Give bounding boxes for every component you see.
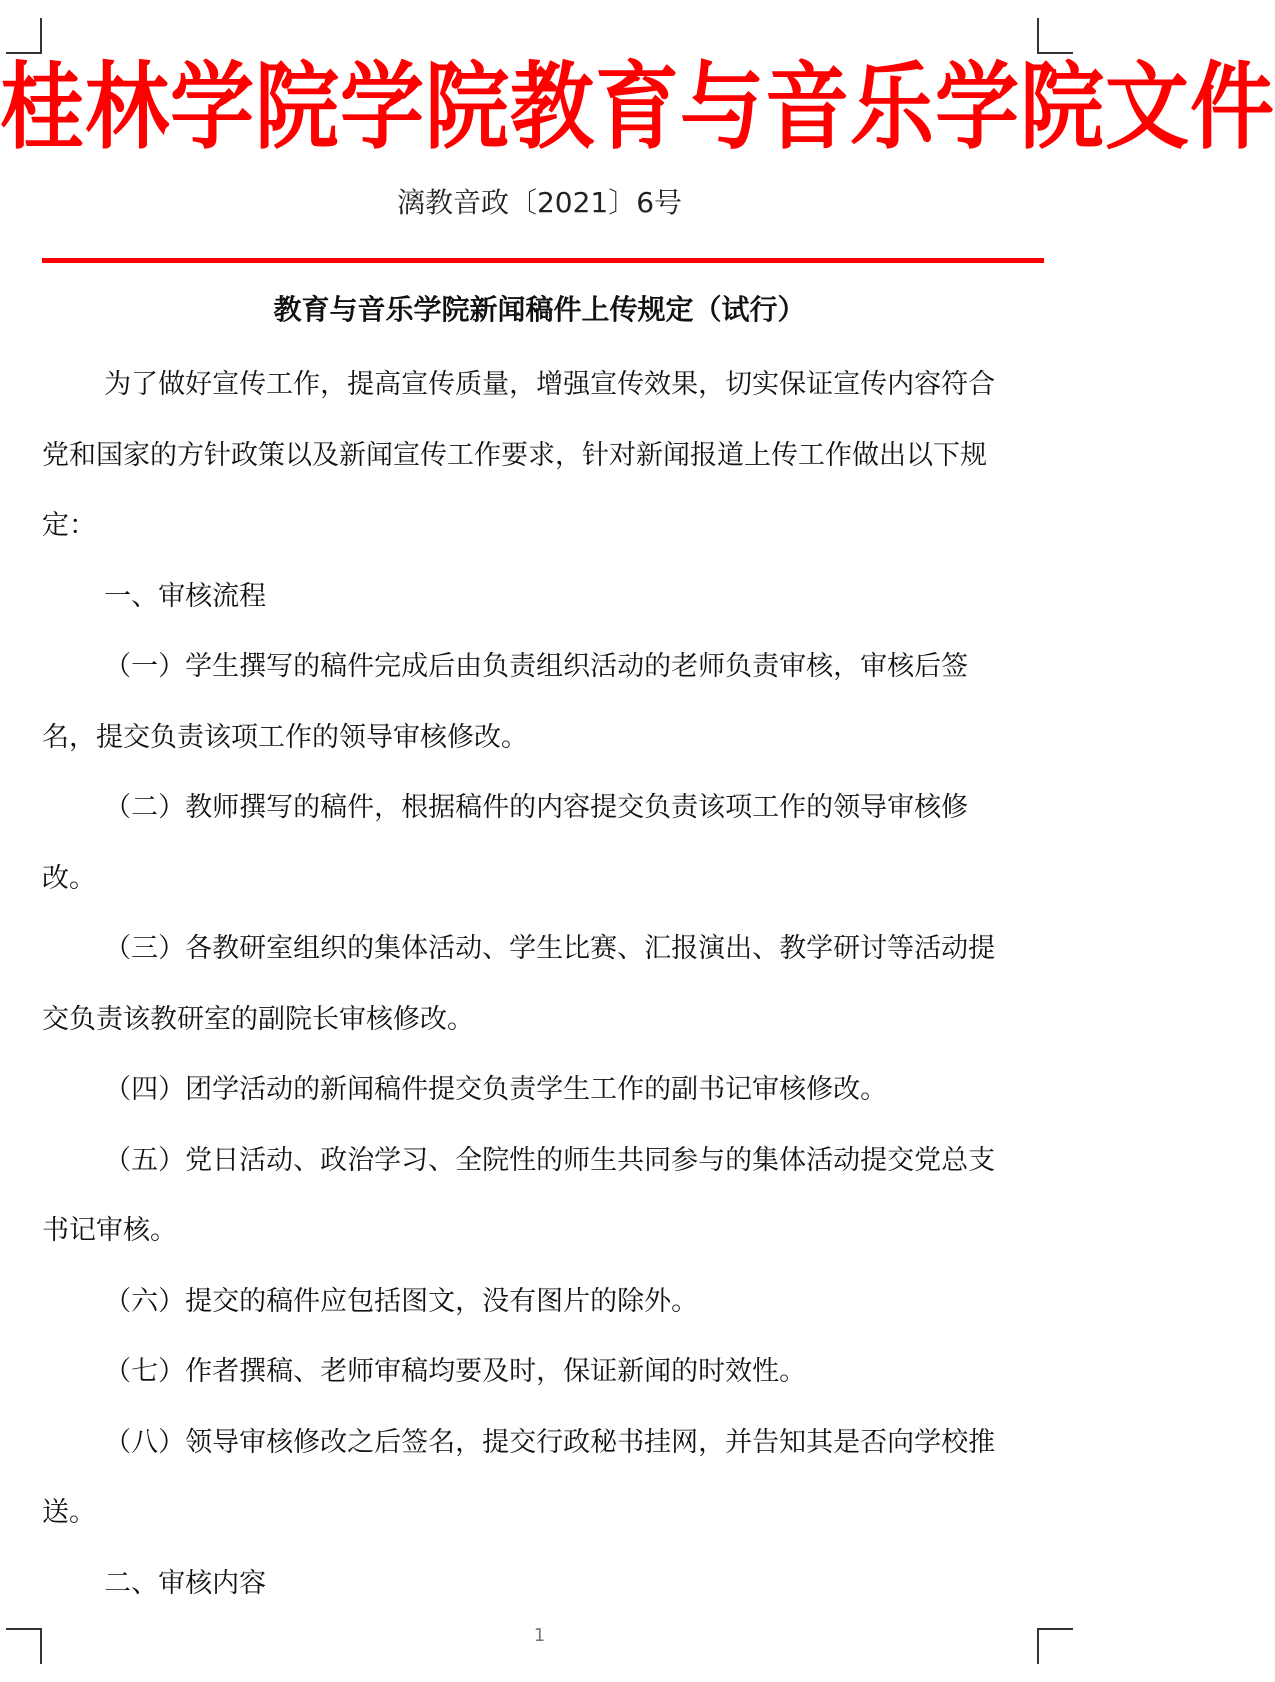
- intro-paragraph: 为了做好宣传工作，提高宣传质量，增强宣传效果，切实保证宣传内容符合党和国家的方针政策以及新闻宣传工作要求，针对新闻报道上传工作做出以下规定：: [42, 369, 996, 541]
- clause-paragraph: （六）提交的稿件应包括图文，没有图片的除外。: [104, 1285, 699, 1317]
- masthead-title: 桂林学院学院教育与音乐学院文件: [0, 52, 1275, 163]
- clause-paragraph: （四）团学活动的新闻稿件提交负责学生工作的副书记审核修改。: [104, 1074, 888, 1105]
- clause-paragraph: （八）领导审核修改之后签名，提交行政秘书挂网，并告知其是否向学校推送。: [42, 1426, 996, 1528]
- clause-paragraph: （一）学生撰写的稿件完成后由负责组织活动的老师负责审核，审核后签名，提交负责该项工作的领导审核修改。: [42, 651, 969, 753]
- clause-paragraph: （二）教师撰写的稿件，根据稿件的内容提交负责该项工作的领导审核修改。: [42, 792, 969, 894]
- clause-paragraph: （三）各教研室组织的集体活动、学生比赛、汇报演出、教学研讨等活动提交负责该教研室的副院长审核修改。: [42, 933, 996, 1035]
- clause-paragraph: （七）作者撰稿、老师审稿均要及时，保证新闻的时效性。: [104, 1356, 807, 1387]
- document-number: 漓教音政〔2021〕6号: [396, 186, 683, 219]
- clause-paragraph: （五）党日活动、政治学习、全院性的师生共同参与的集体活动提交党总支书记审核。: [42, 1144, 996, 1246]
- document-title: 教育与音乐学院新闻稿件上传规定（试行）: [273, 293, 806, 326]
- page-number: 1: [533, 1625, 546, 1646]
- section-heading: 一、审核流程: [104, 580, 267, 612]
- section-heading: 二、审核内容: [104, 1567, 267, 1599]
- document-body: [42, 350, 1022, 1619]
- red-divider-rule: [42, 258, 1044, 263]
